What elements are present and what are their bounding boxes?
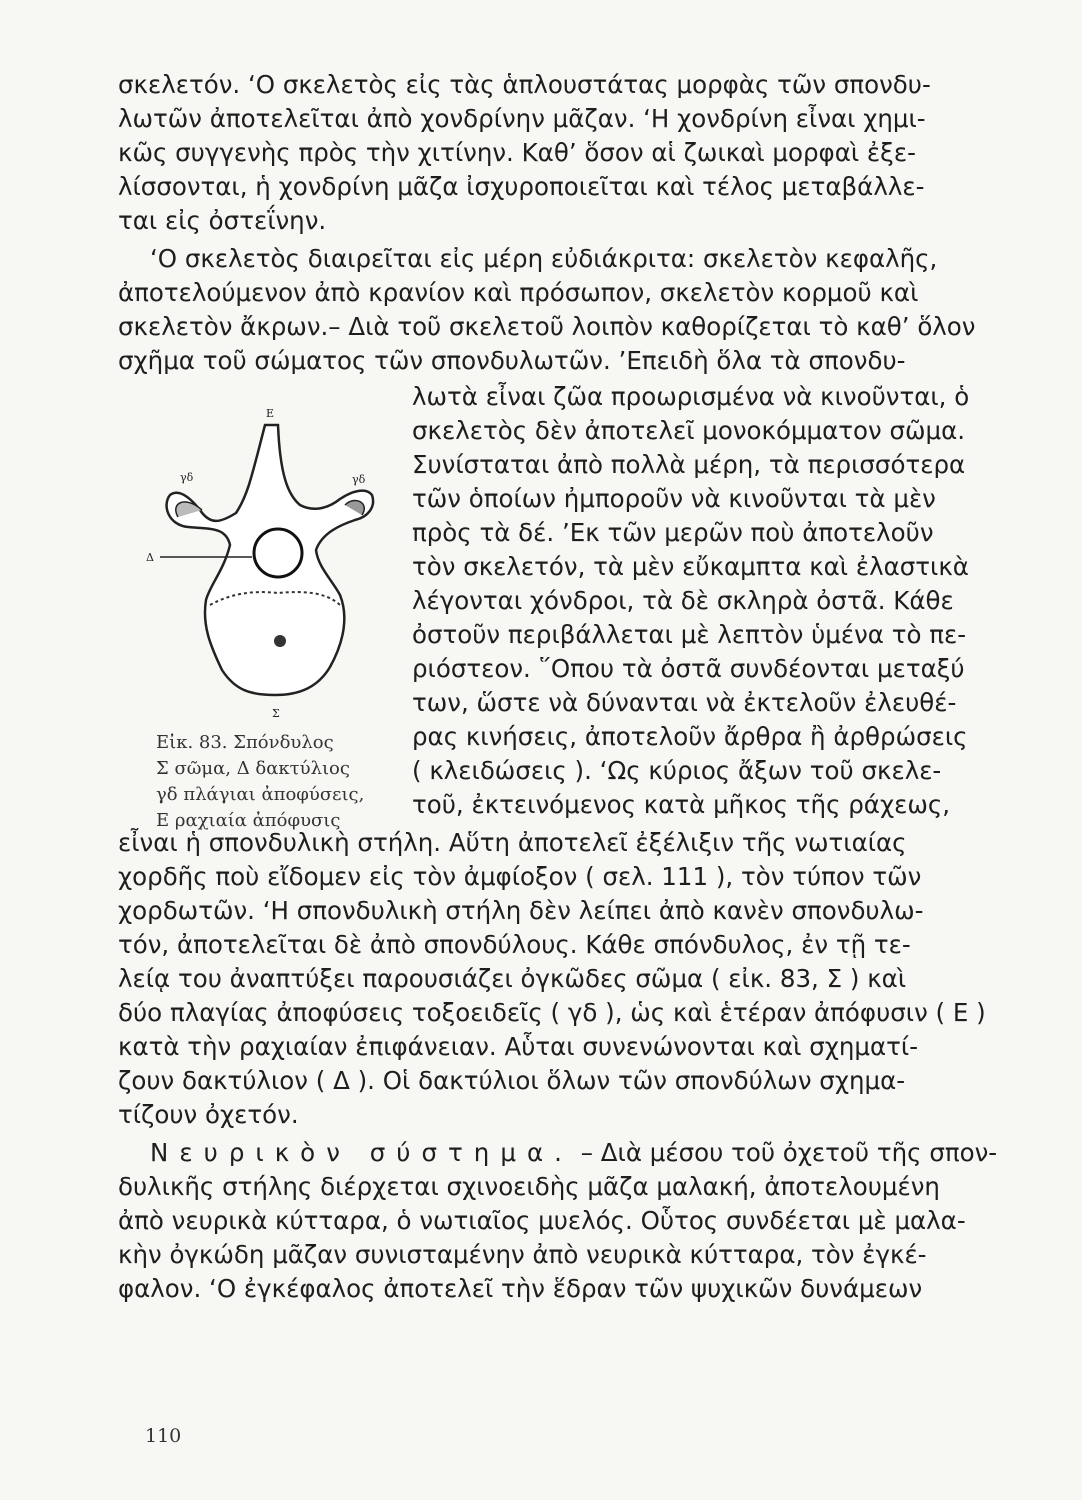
text-line: ὀστοῦν περιβάλλεται μὲ λεπτὸν ὑμένα τὸ πε-	[412, 620, 967, 649]
section-heading-line	[150, 1136, 1052, 1170]
text-line: ρας κινήσεις, ἀποτελοῦν ἄρθρα ἢ ἀρθρώσεις	[412, 722, 968, 751]
text-line: ἀποτελούμενον ἀπὸ κρανίον καὶ πρόσωπον, σκελετὸν κορμοῦ καὶ	[118, 278, 919, 307]
label-gd-left: γδ	[180, 471, 194, 484]
vertebra-figure	[140, 395, 410, 735]
text-line: κῶς συγγενὴς πρὸς τὴν χιτίνην. Καθ’ ὅσον αἱ ζωικαὶ μορφαὶ ἐξε-	[118, 138, 916, 167]
text-line: ριόστεον. ῞Οπου τὰ ὀστᾶ συνδέονται μεταξύ	[412, 654, 965, 683]
text-line: δύο πλαγίας ἀποφύσεις τοξοειδεῖς ( γδ ), ὡς καὶ ἑτέραν ἀπόφυσιν ( Ε )	[118, 998, 986, 1027]
text-line: λωτῶν ἀποτελεῖται ἀπὸ χονδρίνην μᾶζαν. ‘Η χονδρίνη εἶναι χημι-	[118, 104, 926, 133]
section-heading: Νευρικὸν σύστημα.	[150, 1138, 573, 1167]
text-line: Συνίσταται ἀπὸ πολλὰ μέρη, τὰ περισσότερα	[412, 450, 966, 479]
text-line: τόν, ἀποτελεῖται δὲ ἀπὸ σπονδύλους. Κάθε σπόνδυλος, ἐν τῇ τε-	[118, 930, 911, 959]
text-line: λείᾳ του ἀναπτύξει παρουσιάζει ὀγκῶδες σῶμα ( εἰκ. 83, Σ ) καὶ	[118, 964, 907, 993]
text-line: τοῦ, ἐκτεινόμενος κατὰ μῆκος τῆς ράχεως,	[412, 790, 951, 819]
figure-caption: Ε ραχιαία ἀπόφυσις	[156, 810, 341, 831]
label-E: Ε	[266, 407, 275, 420]
label-D: Δ	[146, 551, 154, 564]
figure-caption: Σ σῶμα, Δ δακτύλιος	[156, 758, 350, 779]
label-S: Σ	[272, 707, 280, 720]
text-line: τὸν σκελετόν, τὰ μὲν εὔκαμπτα καὶ ἐλαστικὰ	[412, 552, 969, 581]
text-line: κατὰ τὴν ραχιαίαν ἐπιφάνειαν. Αὗται συνενώνονται καὶ σχηματί-	[118, 1032, 919, 1061]
text-line: ται εἰς ὀστεΐνην.	[118, 206, 327, 235]
text-line: δυλικῆς στήλης διέρχεται σχινοειδὴς μᾶζα μαλακή, ἀποτελουμένη	[118, 1172, 940, 1201]
text-line: εἶναι ἡ σπονδυλικὴ στήλη. Αὕτη ἀποτελεῖ ἐξέλιξιν τῆς νωτιαίας	[118, 828, 907, 857]
text-line: των, ὥστε νὰ δύνανται νὰ ἐκτελοῦν ἐλευθέ-	[412, 688, 957, 717]
figure-caption: γδ πλάγιαι ἀποφύσεις,	[156, 784, 365, 805]
text-line: λωτὰ εἶναι ζῶα προωρισμένα νὰ κινοῦνται, ὁ	[412, 382, 970, 411]
text-line: κὴν ὀγκώδη μᾶζαν συνισταμένην ἀπὸ νευρικὰ κύτταρα, τὸν ἐγκέ-	[118, 1240, 927, 1269]
text-line: σκελετόν. ‘Ο σκελετὸς εἰς τὰς ἁπλουστάτας μορφὰς τῶν σπονδυ-	[118, 70, 931, 99]
text-line: σκελετὸς δὲν ἀποτελεῖ μονοκόμματον σῶμα.	[412, 416, 966, 445]
text-line: σκελετὸν ἄκρων.– Διὰ τοῦ σκελετοῦ λοιπὸν καθορίζεται τὸ καθ’ ὅλον	[118, 312, 976, 341]
text-line: ζουν δακτύλιον ( Δ ). Οἱ δακτύλιοι ὅλων τῶν σπονδύλων σχημα-	[118, 1066, 906, 1095]
text-line: ‘Ο σκελετὸς διαιρεῖται εἰς μέρη εὐδιάκριτα: σκελετὸν κεφαλῆς,	[150, 244, 938, 273]
text-line: ἀπὸ νευρικὰ κύτταρα, ὁ νωτιαῖος μυελός. Οὗτος συνδέεται μὲ μαλα-	[118, 1206, 966, 1235]
text-line: σχῆμα τοῦ σώματος τῶν σπονδυλωτῶν. ’Επειδὴ ὅλα τὰ σπονδυ-	[118, 346, 906, 375]
text-line: τῶν ὁποίων ἠμποροῦν νὰ κινοῦνται τὰ μὲν	[412, 484, 936, 513]
text-line: τίζουν ὀχετόν.	[118, 1100, 299, 1129]
text-line: χορδωτῶν. ‘Η σπονδυλικὴ στήλη δὲν λείπει ἀπὸ κανὲν σπονδυλω-	[118, 896, 924, 925]
text-line: λέγονται χόνδροι, τὰ δὲ σκληρὰ ὀστᾶ. Κάθε	[412, 586, 954, 615]
text-line: ( κλειδώσεις ). ‘Ως κύριος ἄξων τοῦ σκελε-	[412, 756, 942, 785]
label-gd-right: γδ	[352, 473, 366, 486]
text-line: φαλον. ‘Ο ἐγκέφαλος ἀποτελεῖ τὴν ἕδραν τῶν ψυχικῶν δυνάμεων	[118, 1274, 923, 1303]
page-number: 110	[145, 1425, 182, 1447]
figure-caption: Εἰκ. 83. Σπόνδυλος	[156, 732, 334, 753]
text-line: πρὸς τὰ δέ. ’Εκ τῶν μερῶν ποὺ ἀποτελοῦν	[412, 518, 934, 547]
text-line: – Διὰ μέσου τοῦ ὀχετοῦ τῆς σπον-	[580, 1138, 998, 1167]
text-line: χορδῆς ποὺ εἴδομεν εἰς τὸν ἀμφίοξον ( σελ. 111 ), τὸν τύπον τῶν	[118, 862, 922, 891]
vertebra-illustration	[140, 395, 410, 735]
text-line: λίσσονται, ἡ χονδρίνη μᾶζα ἰσχυροποιεῖται καὶ τέλος μεταβάλλε-	[118, 172, 925, 201]
